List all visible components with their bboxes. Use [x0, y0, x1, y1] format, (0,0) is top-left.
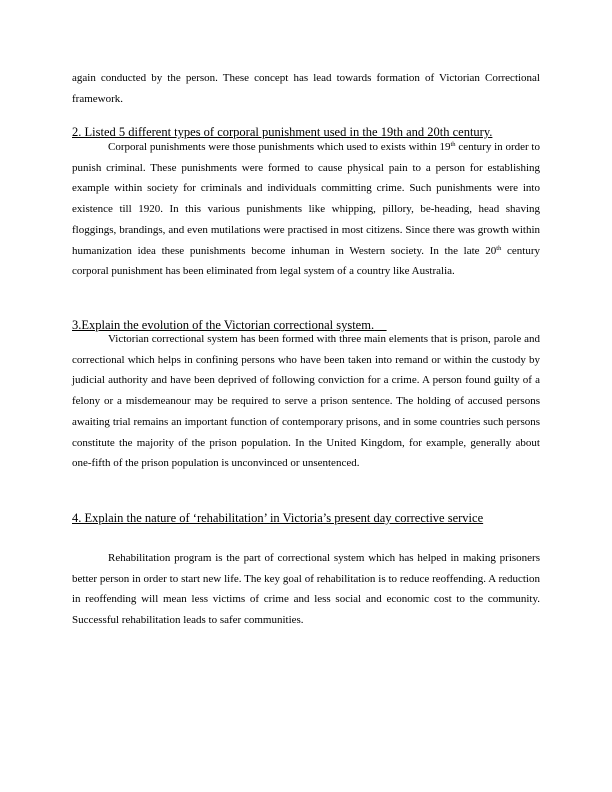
section-2-text-a: Corporal punishments were those punishments which used to exists within 19 — [108, 141, 451, 153]
superscript-th-19: th — [450, 141, 456, 148]
section-4-heading: 4. Explain the nature of ‘rehabilitation’ in Victoria’s present day corrective service — [72, 511, 484, 525]
section-3-paragraph: Victorian correctional system has been formed with three main elements that is prison, parole and correctional which helps in confining persons who have been taken into remand or within the custody by judicial authority and have been deprived of following conviction for a crime. A person found guilty of a felony or a misdemeanour may be required to serve a prison sentence. The holding of accused persons awaiting trial remains an important function of contemporary prisons, and in some countries such persons constitute the majority of the prison population. In the United Kingdom, for example, generally about one-fifth of the prison population is unconvinced or unsentenced. — [72, 333, 540, 470]
section-2-text-c: century corporal punishment has been eliminated from legal system of a country like Australia. — [72, 244, 541, 278]
section-4-paragraph: Rehabilitation program is the part of correctional system which has helped in making prisoners better person in order to start new life. The key goal of rehabilitation is to reduce reoffending. A reduction in reoffending will mean less victims of crime and less social and economic cost to the community. Successful rehabilitation leads to safer communities. — [72, 552, 540, 627]
superscript-th-20: th — [496, 244, 502, 252]
section-2-paragraph — [72, 137, 540, 282]
section-2-text-b: century in order to punish criminal. These punishments were formed to cause physical pain to a person for establishing example within society for criminals and individuals committing crime. Such punishments were into existence till 1920. In this various punishments like whipping, pillory, be-heading, head shaving floggings, brandings, and even mutilations were practised in most citizens. Since there was growth within humanization idea these punishments become inhuman in Western society. In the late 20 — [72, 141, 540, 257]
intro-paragraph: again conducted by the person. These concept has lead towards formation of Victorian Correctional framework. — [72, 72, 540, 105]
section-3-heading: 3.Explain the evolution of the Victorian correctional system. — [72, 318, 375, 332]
section-2-heading: 2. Listed 5 different types of corporal punishment used in the 19th and 20th century. — [72, 125, 493, 139]
